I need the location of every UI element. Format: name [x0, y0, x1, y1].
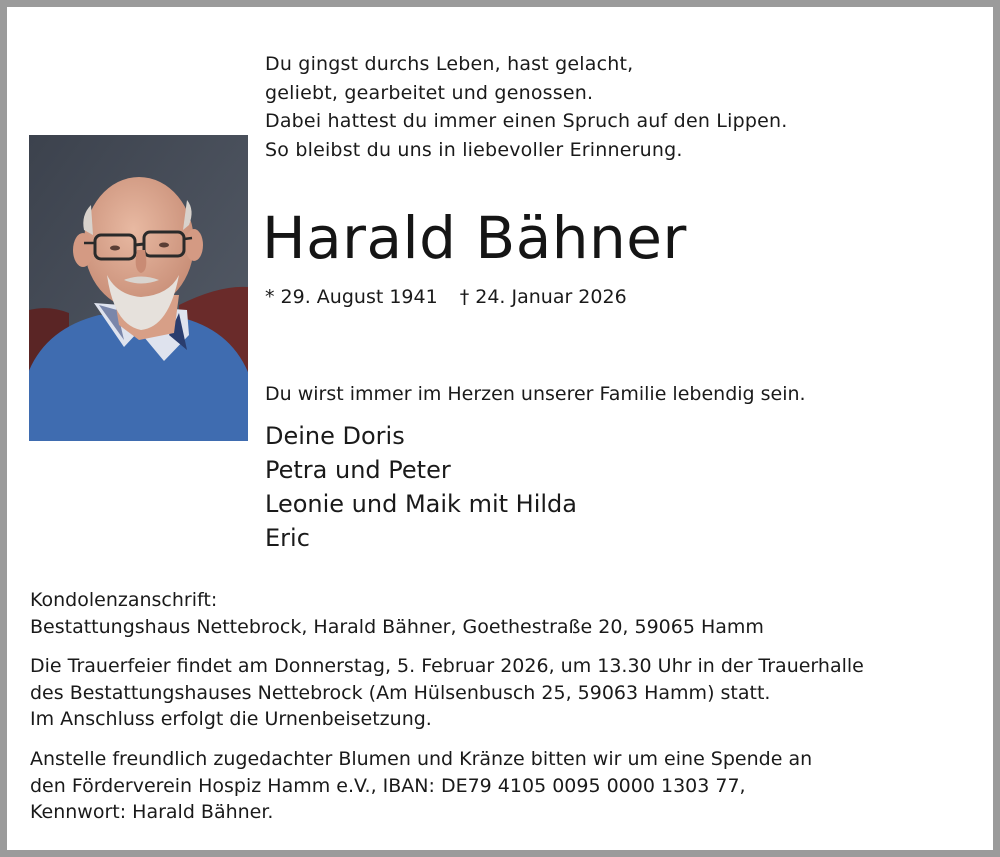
- poem-line: Du gingst durchs Leben, hast gelacht,: [265, 53, 634, 75]
- family-member: Deine Doris: [265, 422, 405, 450]
- ceremony-line: Im Anschluss erfolgt die Urnenbeisetzung.: [30, 708, 432, 730]
- life-dates: [265, 283, 627, 311]
- poem-line: geliebt, gearbeitet und genossen.: [265, 81, 594, 104]
- closing-line: Du wirst immer im Herzen unserer Familie lebendig sein.: [265, 383, 806, 405]
- birth-date: * 29. August 1941: [265, 286, 438, 308]
- poem-line: So bleibst du uns in liebevoller Erinnerung.: [265, 138, 683, 161]
- condolence-block: [30, 587, 980, 640]
- condolence-label: Kondolenzanschrift:: [30, 589, 218, 611]
- donation-line: Anstelle freundlich zugedachter Blumen und Kränze bitten wir um eine Spende an: [30, 748, 813, 770]
- donation-block: [30, 746, 980, 826]
- ceremony-line: des Bestattungshauses Nettebrock (Am Hülsenbusch 25, 59063 Hamm) statt.: [30, 681, 771, 704]
- family-member: Eric: [265, 524, 310, 552]
- condolence-address: Bestattungshaus Nettebrock, Harald Bähner, Goethestraße 20, 59065 Hamm: [30, 615, 764, 638]
- deceased-name: Harald Bähner: [262, 204, 687, 272]
- ceremony-line: Die Trauerfeier findet am Donnerstag, 5. Februar 2026, um 13.30 Uhr in der Trauerhalle: [30, 655, 864, 677]
- donation-line: den Förderverein Hospiz Hamm e.V., IBAN: DE79 4105 0095 0000 1303 77,: [30, 774, 746, 797]
- family-member: Leonie und Maik mit Hilda: [265, 490, 577, 518]
- ceremony-block: [30, 653, 980, 733]
- family-member: Petra und Peter: [265, 456, 451, 484]
- death-date: † 24. Januar 2026: [459, 286, 627, 308]
- poem: [265, 50, 787, 164]
- poem-line: Dabei hattest du immer einen Spruch auf den Lippen.: [265, 110, 788, 132]
- obituary-sheet: [7, 7, 993, 850]
- portrait-photo: [29, 135, 248, 441]
- family-signatures: [265, 419, 577, 555]
- donation-line: Kennwort: Harald Bähner.: [30, 801, 274, 823]
